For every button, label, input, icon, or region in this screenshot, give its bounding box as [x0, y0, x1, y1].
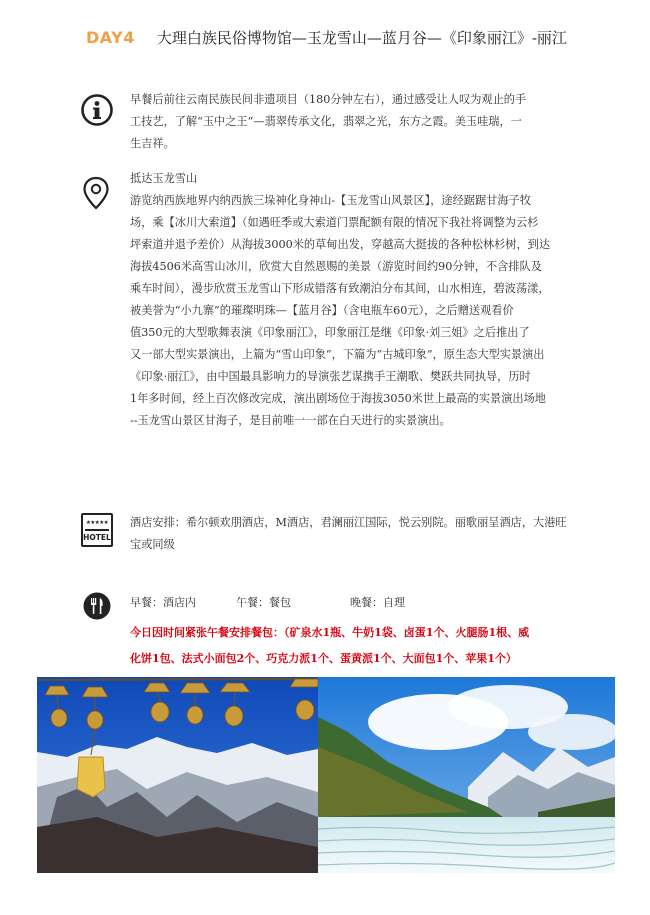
location-line: 1年多时间，经上百次修改完成，演出剧场位于海拔3050米世上最高的实景演出场地 — [130, 392, 546, 405]
info-icon — [80, 93, 114, 127]
location-line: 又一部大型实景演出，上篇为“雪山印象”，下篇为“古城印象”，原生态大型实景演出 — [130, 348, 545, 361]
location-text — [130, 168, 600, 432]
hotel-line: 宝或同级 — [130, 538, 175, 551]
location-line: 被美誉为“小九寨”的璀璨明珠—【蓝月谷】（含电瓶车60元），之后赠送观看价 — [130, 304, 514, 317]
location-line: 场，乘【冰川大索道】（如遇旺季或大索道门票配额有限的情况下我社将调整为云杉 — [130, 216, 539, 229]
meal-notice-line: 化饼1包、法式小面包2个、巧克力派1个、蛋黄派1个、大面包1个、苹果1个） — [130, 652, 517, 665]
location-line: 值350元的大型歌舞表演《印象丽江》，印象丽江是继《印象·刘三姐》之后推出了 — [130, 326, 530, 339]
hotel-divider — [85, 529, 109, 531]
day-title: 大理白族民俗博物馆—玉龙雪山—蓝月谷—《印象丽江》-丽江 — [156, 28, 567, 47]
blue-moon-valley-photo — [318, 677, 615, 873]
lunch: 午餐：餐包 — [236, 596, 291, 609]
intro-line: 工技艺，了解“玉中之王”—翡翠传承文化，翡翠之光，东方之霞。美玉哇瑞，一 — [130, 115, 522, 128]
meals-row — [130, 592, 405, 614]
day-header — [86, 22, 626, 52]
hotel-icon — [81, 513, 113, 547]
location-line: 乘车时间），漫步欣赏玉龙雪山下形成错落有致潮泊分布其间，山水相连，碧波荡漾， — [130, 282, 550, 295]
hotel-line: 酒店安排：希尔顿欢朋酒店，M酒店，君澜丽江国际，悦云别院。丽歌丽呈酒店，大港旺 — [130, 516, 567, 529]
day-label: DAY4 — [86, 27, 135, 47]
location-heading: 抵达玉龙雪山 — [130, 172, 198, 185]
intro-line: 生吉祥。 — [130, 137, 175, 150]
snow-mountain-bells-photo — [37, 677, 318, 873]
breakfast: 早餐：酒店内 — [130, 596, 196, 609]
dinner: 晚餐：自理 — [350, 596, 405, 609]
fork-knife-icon — [83, 592, 111, 620]
hotel-icon-label: HOTEL — [83, 532, 111, 542]
hotel-text — [130, 512, 600, 556]
location-pin-icon — [82, 176, 110, 210]
intro-text — [130, 89, 600, 155]
location-line: 《印象·丽江》，由中国最具影响力的导演张艺谋携手王潮歌、樊跃共同执导，历时 — [130, 370, 531, 383]
location-line: 海拔4506米高雪山冰川，欣赏大自然恩赐的美景（游览时间约90分钟，不含排队及 — [130, 260, 542, 273]
location-line: 游览纳西族地界内纳西族三垛神化身神山-【玉龙雪山风景区】，途经踞踞甘海子牧 — [130, 194, 531, 207]
location-line: --玉龙雪山景区甘海子，是目前唯一一部在白天进行的实景演出。 — [130, 414, 451, 427]
intro-line: 早餐后前往云南民族民间非遗项目（180分钟左右），通过感受让人叹为观止的手 — [130, 93, 527, 106]
location-line: 坪索道并退予差价）从海拔3000米的草甸出发，穿越高大挺拔的各种松林杉树，到达 — [130, 238, 551, 251]
meal-notice-line: 今日因时间紧张午餐安排餐包：（矿泉水1瓶、牛奶1袋、卤蛋1个、火腿肠1根、威 — [130, 626, 530, 639]
hotel-stars: ★★★★★ — [85, 520, 109, 526]
meal-notice — [130, 620, 600, 672]
